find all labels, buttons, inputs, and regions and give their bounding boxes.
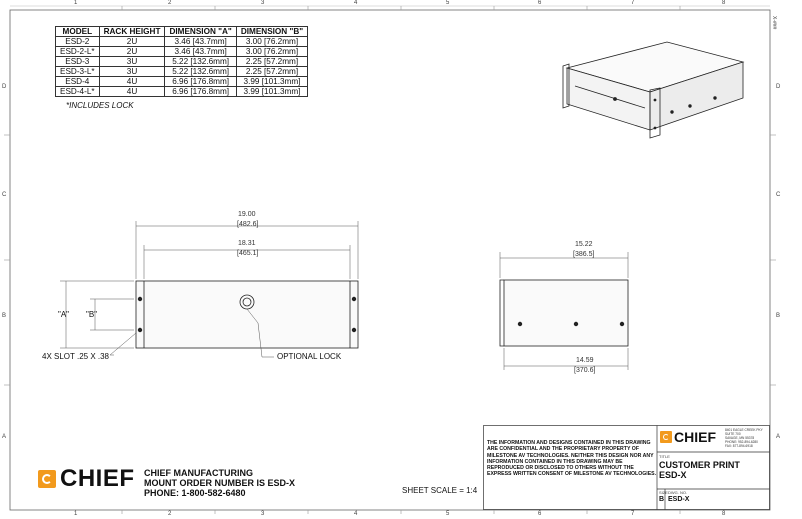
title-block-logo-icon: [660, 431, 672, 443]
table-cell: 4U: [99, 87, 165, 97]
table-header-cell: MODEL: [56, 27, 100, 37]
zone-top-8: 8: [722, 0, 726, 6]
zone-left-c: C: [2, 192, 7, 198]
side-depth-top: 15.22: [575, 241, 593, 248]
drawing-number: ESD-X: [668, 496, 690, 503]
table-cell: 5.22 [132.6mm]: [165, 67, 236, 77]
table-row: [56, 87, 308, 97]
zone-right-a: A: [776, 434, 781, 440]
front-width-inner: 18.31: [238, 240, 256, 247]
table-cell: ESD-3: [56, 57, 100, 67]
side-depth-bottom-mm: [370.6]: [574, 367, 596, 374]
drawing-title: CUSTOMER PRINT: [659, 460, 740, 470]
company-address: 8401 EAGLE CREEK PKY SUITE 700 SAVAGE, MN 55378 PHONE: 952-894-6280 FAX: 877-894-6918: [725, 428, 763, 448]
dimension-a-label: "A": [58, 310, 70, 319]
table-row: [56, 67, 308, 77]
table-header-cell: RACK HEIGHT: [99, 27, 165, 37]
table-cell: ESD-4-L*: [56, 87, 100, 97]
zone-top-1: 1: [74, 0, 78, 6]
table-row: [56, 47, 308, 57]
corner-revision-text: X-###: [771, 16, 777, 30]
zone-bottom-8: 8: [722, 511, 726, 517]
zone-top-2: 2: [168, 0, 172, 6]
zone-right-d: D: [776, 84, 781, 90]
table-row: [56, 57, 308, 67]
dimension-b-label: "B": [86, 310, 98, 319]
table-cell: 6.96 [176.8mm]: [165, 87, 236, 97]
zone-top-3: 3: [261, 0, 265, 6]
table-cell: 3.46 [43.7mm]: [165, 47, 236, 57]
confidentiality-notice: THE INFORMATION AND DESIGNS CONTAINED IN THIS DRAWING ARE CONFIDENTIAL AND THE PROPRIETARY PROPERTY OF MILESTONE AV TECHNOLOGIES. NEITHER THIS DESIGN NOR ANY INFORMATION CONTAINED IN THIS DRAWING MAY BE REPRODUCED OR DISCLOSED TO OTHERS WITHOUT THE EXPRESS WRITTEN CONSENT OF MILESTONE AV TECHNOLOGIES.: [487, 440, 657, 478]
drawing-subtitle: ESD-X: [659, 470, 687, 480]
zone-top-5: 5: [446, 0, 450, 6]
table-header-cell: DIMENSION "A": [165, 27, 236, 37]
zone-bottom-7: 7: [631, 511, 635, 517]
isometric-view: [555, 20, 760, 165]
table-cell: ESD-2-L*: [56, 47, 100, 57]
table-cell: 5.22 [132.6mm]: [165, 57, 236, 67]
zone-top-6: 6: [538, 0, 542, 6]
table-cell: ESD-4: [56, 77, 100, 87]
zone-top-7: 7: [631, 0, 635, 6]
table-cell: 2U: [99, 37, 165, 47]
table-cell: ESD-2: [56, 37, 100, 47]
table-row: [56, 37, 308, 47]
chief-logo-icon: [38, 470, 56, 488]
sheet-size-value: B: [659, 496, 665, 503]
table-cell: 3U: [99, 67, 165, 77]
dimension-table: [55, 26, 308, 97]
zone-right-b: B: [776, 313, 781, 319]
zone-top-4: 4: [354, 0, 358, 6]
table-footnote: *INCLUDES LOCK: [66, 101, 134, 110]
table-cell: 3.99 [101.3mm]: [236, 87, 307, 97]
zone-left-b: B: [2, 313, 7, 319]
size-label: SIZE: [659, 490, 668, 495]
chief-logo-text: CHIEF: [60, 465, 135, 492]
zone-bottom-2: 2: [168, 511, 172, 517]
table-cell: 3.99 [101.3mm]: [236, 77, 307, 87]
table-cell: 2U: [99, 47, 165, 57]
front-width-overall: 19.00: [238, 211, 256, 218]
company-phone: PHONE: 1-800-582-6480: [144, 488, 246, 498]
zone-right-c: C: [776, 192, 781, 198]
title-block-logo-text: CHIEF: [674, 429, 716, 445]
slot-callout: 4X SLOT .25 X .38: [42, 352, 110, 361]
side-depth-bottom: 14.59: [576, 357, 594, 364]
table-cell: 6.96 [176.8mm]: [165, 77, 236, 87]
front-width-inner-mm: [465.1]: [237, 250, 259, 257]
dwg-no-label: DWG. NO.: [668, 490, 688, 495]
table-cell: 3U: [99, 57, 165, 67]
table-cell: 2.25 [57.2mm]: [236, 57, 307, 67]
zone-bottom-5: 5: [446, 511, 450, 517]
zone-left-a: A: [2, 434, 7, 440]
zone-left-d: D: [2, 84, 7, 90]
zone-bottom-6: 6: [538, 511, 542, 517]
sheet-scale: SHEET SCALE = 1:4: [402, 486, 478, 495]
table-cell: ESD-3-L*: [56, 67, 100, 77]
zone-bottom-1: 1: [74, 511, 78, 517]
table-cell: 2.25 [57.2mm]: [236, 67, 307, 77]
front-width-overall-mm: [482.6]: [237, 221, 259, 228]
company-name: CHIEF MANUFACTURING: [144, 468, 253, 478]
front-view: [40, 205, 370, 370]
table-cell: 3.46 [43.7mm]: [165, 37, 236, 47]
table-header-row: [56, 27, 308, 37]
table-row: [56, 77, 308, 87]
table-header-cell: DIMENSION "B": [236, 27, 307, 37]
optional-lock-callout: OPTIONAL LOCK: [277, 352, 342, 361]
title-label: TITLE: [659, 454, 670, 459]
order-number-note: MOUNT ORDER NUMBER IS ESD-X: [144, 478, 296, 488]
table-cell: 4U: [99, 77, 165, 87]
table-cell: 3.00 [76.2mm]: [236, 37, 307, 47]
zone-bottom-3: 3: [261, 511, 265, 517]
side-view: [490, 240, 640, 380]
table-cell: 3.00 [76.2mm]: [236, 47, 307, 57]
zone-bottom-4: 4: [354, 511, 358, 517]
side-depth-top-mm: [386.5]: [573, 251, 595, 258]
